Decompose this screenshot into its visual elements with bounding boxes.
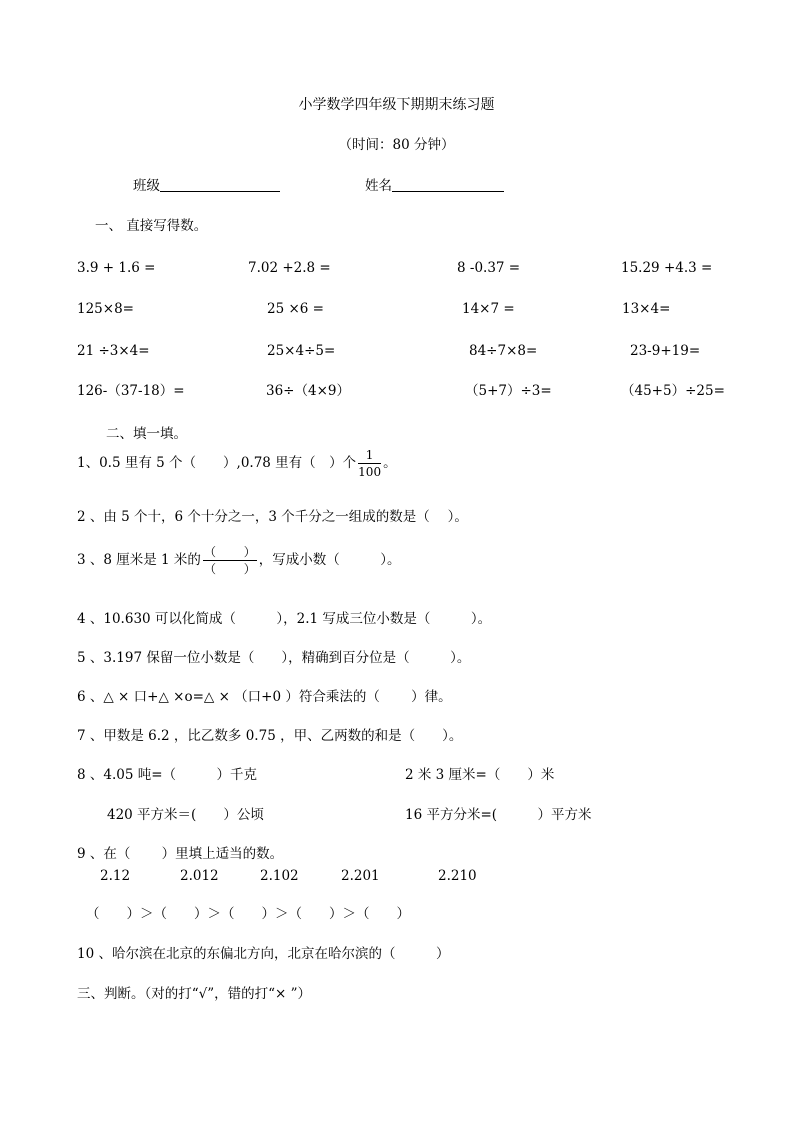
name-label: 姓名: [365, 178, 392, 194]
number-item: 2.102: [260, 868, 299, 884]
question-1: [77, 448, 397, 479]
fraction-one-hundredth: [358, 448, 381, 479]
class-label: 班级: [133, 178, 160, 194]
calc-item: 36÷（4×9）: [266, 383, 350, 399]
question-8a: 8 、4.05 吨=（ ）千克: [77, 767, 258, 783]
name-field: [365, 177, 504, 194]
question-3: [77, 545, 401, 576]
question-9: 9 、在（ ）里填上适当的数。: [77, 846, 284, 862]
calc-item: 125×8=: [77, 301, 134, 317]
number-item: 2.12: [100, 868, 131, 884]
calc-item: 25 ×6 =: [267, 301, 324, 317]
calc-item: 84÷7×8=: [469, 343, 538, 359]
calc-item: 15.29 +4.3 =: [621, 260, 713, 276]
question-4: 4 、10.630 可以化简成（ ），2.1 写成三位小数是（ ）。: [77, 611, 492, 627]
calc-item: （5+7）÷3=: [465, 383, 552, 399]
question-10: 10 、哈尔滨在北京的东偏北方向，北京在哈尔滨的（ ）: [77, 946, 450, 962]
ordering-blanks: （ ）＞（ ）＞（ ）＞（ ）＞（ ）: [86, 906, 410, 922]
calc-item: 14×7 =: [462, 301, 515, 317]
question-2: 2 、由 5 个十，6 个十分之一，3 个千分之一组成的数是（ ）。: [77, 509, 468, 525]
number-item: 2.201: [341, 868, 380, 884]
question-8b: 2 米 3 厘米=（ ）米: [405, 767, 555, 783]
calc-item: 21 ÷3×4=: [77, 343, 150, 359]
class-blank[interactable]: [160, 177, 280, 192]
calc-item: 25×4÷5=: [267, 343, 336, 359]
calc-item: 126-（37-18）=: [77, 383, 185, 399]
fraction-denominator: （ ）: [203, 562, 256, 576]
question-5: 5 、3.197 保留一位小数是（ ），精确到百分位是（ ）。: [77, 650, 471, 666]
question-8d: 16 平方分米=( ）平方米: [405, 807, 592, 823]
calc-item: 13×4=: [622, 301, 671, 317]
number-item: 2.210: [438, 868, 477, 884]
fraction-denominator: 100: [358, 465, 382, 479]
name-blank[interactable]: [392, 177, 504, 192]
question-6: 6 、△ × 口+△ ×o=△ × （口+0 ）符合乘法的（ ）律。: [77, 689, 452, 705]
question-1-text: 1、0.5 里有 5 个（ ）,0.78 里有（ ）个: [77, 455, 357, 471]
question-7: 7 、甲数是 6.2 ，比乙数多 0.75 ，甲、乙两数的和是（ ）。: [77, 728, 463, 744]
question-3-text: 3 、8 厘米是 1 米的: [77, 552, 201, 568]
number-item: 2.012: [180, 868, 219, 884]
fraction-blank: [203, 545, 257, 576]
calc-item: 7.02 +2.8 =: [248, 260, 331, 276]
calc-item: （45+5）÷25=: [621, 383, 725, 399]
calc-item: 8 -0.37 =: [457, 260, 521, 276]
class-field: [133, 177, 280, 194]
question-3-end: ，写成小数（ ）。: [258, 552, 401, 568]
section3-heading: 三、判断。（对的打“√”，错的打“× ”）: [77, 986, 312, 1002]
fraction-numerator: 1: [358, 448, 381, 464]
calc-item: 23-9+19=: [630, 343, 701, 359]
section2-heading: 二、填一填。: [106, 426, 187, 442]
calc-item: 3.9 + 1.6 =: [77, 260, 156, 276]
question-8c: 420 平方米＝( ）公顷: [107, 807, 264, 823]
section1-heading: 一、 直接写得数。: [95, 218, 208, 234]
question-1-end: 。: [383, 455, 397, 471]
page-subtitle: （时间：80 分钟）: [338, 137, 455, 153]
fraction-numerator: （ ）: [203, 545, 256, 559]
page-title: 小学数学四年级下期期末练习题: [298, 97, 495, 113]
